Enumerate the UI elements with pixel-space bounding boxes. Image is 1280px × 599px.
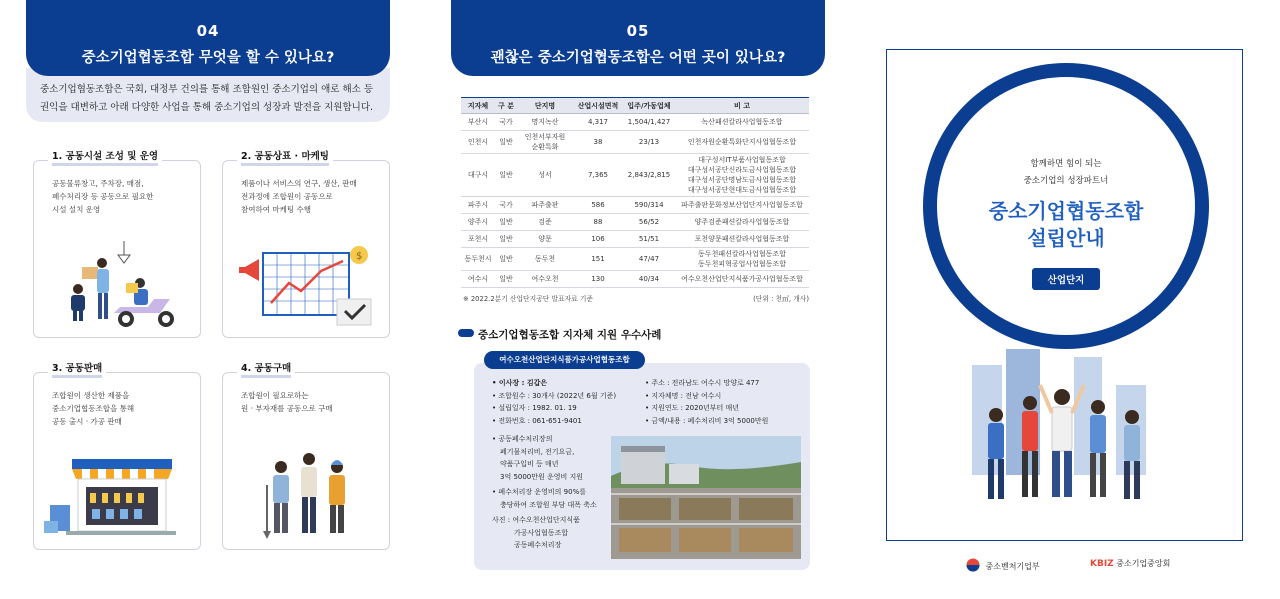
table-cell [573,154,623,197]
table-cell [623,154,675,197]
intro-line-1: 중소기업협동조합은 국회, 대정부 건의를 통해 조합원인 중소기업의 애로 해소 등 [40,84,374,95]
table-cell [461,131,495,154]
cell-text: 47/47 [638,255,660,263]
table-cell [495,214,517,231]
card-desc-line: 중소기업협동조합을 통해 [52,404,135,413]
table-cell [517,231,573,248]
case-tag: 여수오천산업단지식품가공사업협동조합 [484,351,645,369]
case-amount: • 금액/내용 : 폐수처리비 3억 5000만원 [645,416,769,425]
case-detail-line: 충당하여 조합원 부담 대폭 축소 [500,500,597,509]
case-ceo: • 이사장 : 김갑은 [492,379,548,387]
case-support-year: • 지원연도 : 2020년부터 매년 [645,404,740,412]
case-detail-line: 약품구입비 등 매년 [500,460,559,468]
store-illustration [42,445,192,541]
cell-text: 동두천시 [464,255,492,263]
cell-text: 양주검준패션칼라사업협동조합 [694,218,790,226]
card-desc-line: 공동 출시 · 가공 판매 [52,417,122,426]
cell-text: 동두천패션칼라사업협동조합 [698,250,786,258]
support-case-title [458,327,661,342]
table-cell [517,271,573,288]
case-detail [492,433,597,552]
cell-text: 대구성서공단신라도금사업협동조합 [687,166,797,174]
table-cell [461,154,495,197]
table-cell [461,214,495,231]
table-cell [495,231,517,248]
card-title: 2. 공동상표 · 마케팅 [237,148,333,166]
cell-text: 인천자원순환특화단지사업협동조합 [687,138,797,146]
table-cell [675,271,809,288]
cell-text: 일반 [499,218,513,226]
cover-subtitle-2: 중소기업의 성장파트너 [1023,176,1109,186]
table-cell [675,231,809,248]
case-detail-line: • 폐수처리장 운영비의 90%를 [492,488,586,496]
cell-text: 590/314 [634,201,664,209]
cell-text: 38 [593,138,603,146]
col-header: 입주/가동업체 [623,98,675,114]
card-desc-line: 조합원이 생산한 제품을 [52,391,130,400]
col-header: 구 분 [495,98,517,114]
table-cell [675,248,809,271]
footer-ministry [966,558,1040,572]
table-cell [623,197,675,214]
table-cell [517,131,573,154]
case-detail-line: 3억 5000만원 운영비 지원 [500,472,584,481]
cell-text: 51/51 [638,235,660,243]
cell-text: 양주시 [467,218,489,226]
case-established: • 설립일자 : 1982. 01. 19 [492,404,577,412]
table-cell [461,248,495,271]
photo-caption: 공동폐수처리장 [514,541,562,549]
cell-text: 동두천피혁공업사업협동조합 [698,260,786,268]
cell-text: 130 [591,275,605,283]
table-cell [573,131,623,154]
cell-text: 명지녹산 [531,118,559,126]
table-row [461,114,809,131]
table-cell [675,131,809,154]
industrial-complex-badge: 산업단지 [1032,268,1101,290]
table-cell [517,248,573,271]
card-description [52,177,190,216]
table-cell [495,271,517,288]
col-header: 지자체 [461,98,495,114]
cell-text: 일반 [499,171,513,179]
card-desc-line: 참여하여 마케팅 수행 [241,205,311,214]
cell-text: 586 [591,201,605,209]
cell-text: 대구시 [467,171,489,179]
table-cell [623,131,675,154]
cell-text: 일반 [499,255,513,263]
industrial-complex-table [461,97,809,288]
cell-text: 여수오천 [531,275,559,283]
table-cell [461,197,495,214]
cell-text: 대구성서공단명남도금사업협동조합 [687,176,797,184]
cell-text: 포천시 [467,235,489,243]
cell-text: 23/13 [638,138,660,146]
section-04-header [26,0,390,76]
col-header: 산업시설면적 [573,98,623,114]
photo-caption: 사진 : 여수오천산업단지식품 [492,516,580,524]
case-info-right [645,377,768,427]
cover-circle [923,63,1209,349]
cover-main-title [937,198,1195,252]
card-description [241,389,379,415]
card-title: 1. 공동시설 조성 및 운영 [48,148,162,166]
col-header: 단지명 [517,98,573,114]
kbiz-logo: KBIZ [1090,559,1114,569]
cell-text: 56/52 [638,218,660,226]
marketing-chart-illustration [231,233,381,329]
table-cell [517,154,573,197]
section-title: 괜찮은 중소기업협동조합은 어떤 곳이 있나요? [490,50,786,66]
cell-text: 부산시 [467,118,489,126]
section-title-text: 중소기업협동조합 지자체 지원 우수사례 [478,329,662,341]
intro-line-2: 권익을 대변하고 아래 다양한 사업을 통해 중소기업의 성장과 발전을 지원합니다. [40,102,374,113]
section-bar-icon [458,329,474,337]
table-row [461,214,809,231]
table-cell [675,154,809,197]
cell-text: 국가 [499,201,513,209]
svg-text:$: $ [356,251,363,262]
table-cell [495,114,517,131]
table-cell [623,214,675,231]
ministry-emblem-icon [966,558,980,572]
kbiz-name: 중소기업중앙회 [1116,559,1171,568]
table-cell [461,271,495,288]
table-row [461,154,809,197]
cell-text: 검준 [538,218,552,226]
celebrating-people-illustration [966,345,1166,515]
table-row [461,131,809,154]
intro-box [26,68,390,122]
cell-text: 성서 [538,171,552,179]
section-05-header [451,0,825,76]
table-cell [495,131,517,154]
table-row [461,271,809,288]
cell-text: 4,317 [587,118,609,126]
table-cell [517,114,573,131]
cell-text: 106 [591,235,605,243]
cell-text: 7,365 [587,171,609,179]
table-cell [573,271,623,288]
table-cell [573,231,623,248]
cell-text: 대구성서IT부품사업협동조합 [698,156,786,164]
card-desc-line: 폐수처리장 등 공동으로 필요한 [52,192,154,201]
cell-text: 여수시 [467,275,489,283]
cover-title-line: 중소기업협동조합 [988,199,1144,223]
card-joint-brand [222,151,390,338]
cell-text: 88 [593,218,603,226]
cell-text: 파주시 [467,201,489,209]
section-title: 중소기업협동조합 무엇을 할 수 있나요? [81,50,335,66]
table-cell [495,248,517,271]
case-address: • 주소 : 전라남도 여수시 망양로 477 [645,379,760,387]
cover-subtitle-1: 함께하면 힘이 되는 [1030,159,1102,169]
table-cell [573,214,623,231]
col-header: 비 고 [675,98,809,114]
section-number: 04 [196,22,220,40]
card-desc-line: 시설 설치 운영 [52,205,101,214]
card-desc-line: 전과정에 조합원이 공동으로 [241,192,333,201]
workers-group-illustration [231,445,381,541]
table-footnote [463,293,809,303]
table-cell [495,154,517,197]
cell-text: 40/34 [638,275,660,283]
cover-title-line: 설립안내 [1027,226,1105,250]
card-joint-sales [33,363,201,550]
table-cell [517,214,573,231]
table-row [461,197,809,214]
table-cell [573,114,623,131]
card-title: 3. 공동판매 [48,360,106,378]
wastewater-plant-photo [611,436,801,559]
cell-text: 151 [591,255,605,263]
table-cell [623,231,675,248]
table-source: ※ 2022.2분기 산업단지공단 발표자료 기준 [463,295,594,303]
table-cell [461,114,495,131]
footer-kbiz [1090,558,1170,569]
cell-text: 대구성서공단현대도금사업협동조합 [687,186,797,194]
case-detail-line: • 공동폐수처리장의 [492,435,553,443]
table-cell [573,197,623,214]
cell-text: 동두천 [534,255,556,263]
card-description [52,389,190,428]
table-cell [495,197,517,214]
cell-text: 2,843/2,815 [627,171,671,179]
card-title: 4. 공동구매 [237,360,295,378]
card-desc-line: 원 · 부자재를 공동으로 구매 [241,404,333,413]
cell-text: 여수오천산업단지식품가공사업협동조합 [681,275,803,283]
cell-text: 파주출판문화정보산업단지사업협동조합 [681,201,803,209]
ministry-name: 중소벤처기업부 [985,562,1040,571]
card-desc-line: 제품이나 서비스의 연구, 생산, 판매 [241,179,357,188]
cell-text: 1,504/1,427 [627,118,671,126]
section-number: 05 [626,22,650,40]
cell-text: 인천시 [467,138,489,146]
photo-caption: 가공사업협동조합 [514,528,569,537]
card-joint-facility [33,151,201,338]
table-cell [675,214,809,231]
table-cell [623,271,675,288]
table-row [461,231,809,248]
cell-text: 인천서부자원 [524,133,566,141]
cell-text: 일반 [499,138,513,146]
cell-text: 파주출판 [531,201,559,209]
card-desc-line: 조합원이 필요로하는 [241,391,309,400]
table-cell [623,114,675,131]
table-row [461,248,809,271]
delivery-workers-illustration [42,233,192,329]
table-cell [573,248,623,271]
cell-text: 국가 [499,118,513,126]
case-info-left [492,377,616,427]
cell-text: 순환특화 [531,143,559,151]
table-cell [461,231,495,248]
table-unit: (단위 : 천㎡, 개사) [753,295,809,303]
cell-text: 일반 [499,275,513,283]
cell-text: 일반 [499,235,513,243]
table-cell [517,197,573,214]
table-header-row [461,98,809,114]
table-cell [675,197,809,214]
card-desc-line: 공동물류창고, 주차장, 매점, [52,179,144,188]
case-members: • 조합원수 : 30개사 (2022년 6월 기준) [492,391,617,400]
card-joint-purchase [222,363,390,550]
cell-text: 양문 [538,235,552,243]
case-phone: • 전화번호 : 061-651-9401 [492,416,582,425]
table-cell [675,114,809,131]
card-description [241,177,379,216]
case-local-gov: • 지자체명 : 전남 여수시 [645,391,722,400]
cell-text: 녹산패션칼라사업협동조합 [701,118,783,126]
case-detail-line: 폐기물처리비, 전기요금, [500,447,575,456]
cell-text: 포천양문패션칼라사업협동조합 [694,235,790,243]
table-cell [623,248,675,271]
